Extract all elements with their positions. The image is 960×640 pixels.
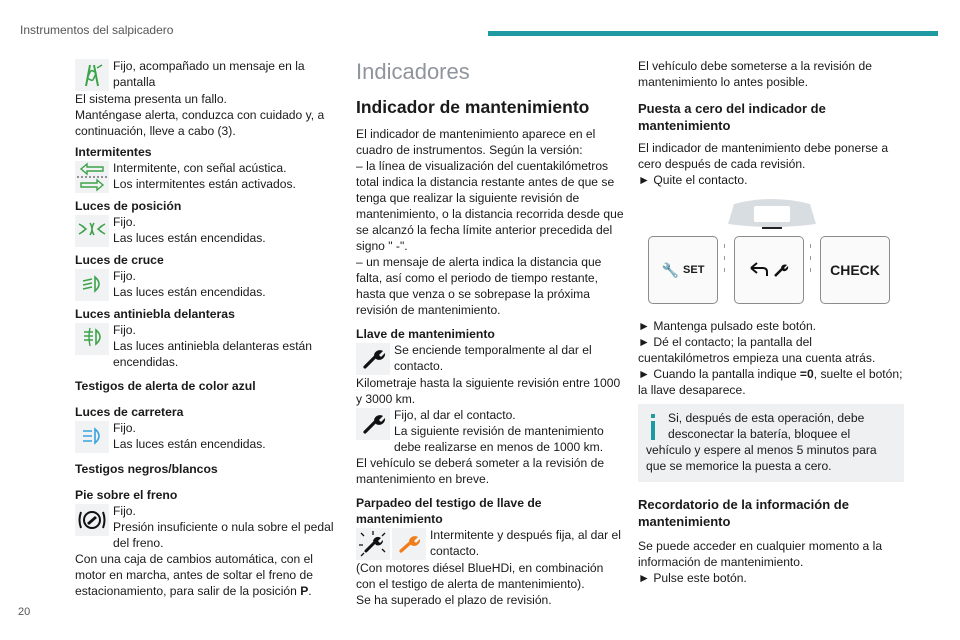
column-3 <box>638 58 904 586</box>
dipped-block <box>75 268 337 301</box>
note-text: Si, después de esta operación, debe desconectar la batería, bloquee el vehículo y espere al menos 5 minutos para que se memorice la puesta a cero. <box>646 411 877 473</box>
c2-p3: – un mensaje de alerta indica la distancia que falta, así como el periodo de tiempo restante, hasta que venza o se sobrepase la próxima revisión de mantenimiento. <box>356 255 602 317</box>
foot-on-brake-icon <box>75 504 109 536</box>
r1: El indicador de mantenimiento debe ponerse a cero después de cada revisión. <box>638 141 889 171</box>
c2-p2: – la línea de visualización del cuentakilómetros total indica la distancia restante antes de que se tenga que realizar la siguiente revisión de mantenimiento, o la distancia recorrida desde que se alcanzó la fecha límite anterior precedida del signo " -". <box>356 159 624 253</box>
w3: Fijo, al dar el contacto. <box>394 408 516 422</box>
turn-l1: Intermitente, con señal acústica. <box>113 161 287 175</box>
r2: ► Quite el contacto. <box>638 173 748 187</box>
divider-tick <box>810 244 811 248</box>
back-arrow-wrench-icon <box>747 260 791 280</box>
lane-keeping-warning-icon <box>75 59 109 91</box>
w1: Se enciende temporalmente al dar el contacto. <box>394 343 592 373</box>
back-wrench-button[interactable] <box>734 236 804 304</box>
side-lights-icon <box>75 215 109 247</box>
running-header: Instrumentos del salpicadero <box>20 23 174 37</box>
dipped-heading: Luces de cruce <box>75 253 164 267</box>
s3: ► Cuando la pantalla indique =0, suelte el botón; la llave desaparece. <box>638 367 903 397</box>
brake-l2: Presión insuficiente o nula sobre el pedal del freno. <box>113 520 334 550</box>
turn-heading: Intermitentes <box>75 145 152 159</box>
c3-p1: El vehículo debe someterse a la revisión de mantenimiento lo antes posible. <box>638 59 872 89</box>
b3: Se ha superado el plazo de revisión. <box>356 593 552 607</box>
wrench-heading: Llave de mantenimiento <box>356 327 495 341</box>
brake-heading: Pie sobre el freno <box>75 488 178 502</box>
main-l1: Fijo. <box>113 421 136 435</box>
main-beam-icon <box>75 421 109 453</box>
blink-heading: Parpadeo del testigo de llave de mantenimiento <box>356 496 542 526</box>
orange-wrench-icon <box>392 528 426 560</box>
section-title: Indicadores <box>356 59 470 84</box>
brake-block <box>75 503 337 551</box>
fog-l1: Fijo. <box>113 323 136 337</box>
position-heading: Luces de posición <box>75 199 182 213</box>
reset-heading: Puesta a cero del indicador de mantenimiento <box>638 101 826 133</box>
b1: Intermitente y después fija, al dar el contacto. <box>430 528 621 558</box>
divider-tick <box>810 256 811 260</box>
w2: Kilometraje hasta la siguiente revisión entre 1000 y 3000 km. <box>356 376 621 406</box>
set-button[interactable]: 🔧 SET <box>648 236 718 304</box>
wrench-block-1 <box>356 342 624 375</box>
turn-block <box>75 160 337 193</box>
position-l2: Las luces están encendidas. <box>113 231 266 245</box>
dashboard-cluster-icon <box>726 198 818 232</box>
turn-signals-icon <box>75 161 109 193</box>
lane-warning-block <box>75 58 337 91</box>
fog-l2: Las luces antiniebla delanteras están encendidas. <box>113 339 313 369</box>
divider-tick <box>724 268 725 272</box>
info-note <box>638 404 904 482</box>
column-2 <box>356 58 624 608</box>
page-number: 20 <box>18 606 31 618</box>
s1: ► Mantenga pulsado este botón. <box>638 319 817 333</box>
wrench-icon: 🔧 <box>661 262 680 278</box>
main-l2: Las luces están encendidas. <box>113 437 266 451</box>
position-l1: Fijo. <box>113 215 136 229</box>
divider-tick <box>724 256 725 260</box>
intro-line2: El sistema presenta un fallo. <box>75 92 227 106</box>
info-icon <box>646 412 660 442</box>
c2-p1: El indicador de mantenimiento aparece en el cuadro de instrumentos. Según la versión: <box>356 127 596 157</box>
flashing-wrench-icon <box>356 528 390 560</box>
dipped-l1: Fijo. <box>113 269 136 283</box>
dipped-beam-icon <box>75 269 109 301</box>
check-button[interactable]: CHECK <box>820 236 890 304</box>
bw-heading: Testigos negros/blancos <box>75 462 218 476</box>
w4: La siguiente revisión de mantenimiento debe realizarse en menos de 1000 km. <box>394 424 604 454</box>
w5: El vehículo se deberá someter a la revisión de mantenimiento en breve. <box>356 456 605 486</box>
blink-block <box>356 527 624 560</box>
m1: Se puede acceder en cualquier momento a la información de mantenimiento. <box>638 539 883 569</box>
instrument-panel-illustration <box>638 194 904 312</box>
main-block <box>75 420 337 453</box>
turn-l2: Los intermitentes están activados. <box>113 177 296 191</box>
brake-l3: Con una caja de cambios automática, con el motor en marcha, antes de soltar el freno de estacionamiento, para salir de la posición P. <box>75 552 313 598</box>
divider-tick <box>810 268 811 272</box>
main-heading: Luces de carretera <box>75 405 184 419</box>
front-fog-icon <box>75 323 109 355</box>
header-rule <box>488 31 938 36</box>
b2: (Con motores diésel BlueHDi, en combinación con el testigo de alerta de mantenimiento). <box>356 561 604 591</box>
service-wrench-icon <box>356 343 390 375</box>
fog-heading: Luces antiniebla delanteras <box>75 307 235 321</box>
dipped-l2: Las luces están encendidas. <box>113 285 266 299</box>
m2: ► Pulse este botón. <box>638 571 747 585</box>
maintenance-title: Indicador de mantenimiento <box>356 97 590 117</box>
divider-tick <box>724 244 725 248</box>
fog-block <box>75 322 337 370</box>
column-1 <box>75 58 337 599</box>
brake-l1: Fijo. <box>113 504 136 518</box>
wrench-block-2 <box>356 407 624 455</box>
intro-line1: Fijo, acompañado un mensaje en la pantalla <box>113 59 305 89</box>
position-block <box>75 214 337 247</box>
blue-heading: Testigos de alerta de color azul <box>75 379 256 393</box>
intro-line3: Manténgase alerta, conduzca con cuidado y, a continuación, lleve a cabo (3). <box>75 108 325 138</box>
s2: ► Dé el contacto; la pantalla del cuentakilómetros empieza una cuenta atrás. <box>638 335 876 365</box>
reminder-heading: Recordatorio de la información de mantenimiento <box>638 497 849 529</box>
service-wrench-icon-2 <box>356 408 390 440</box>
